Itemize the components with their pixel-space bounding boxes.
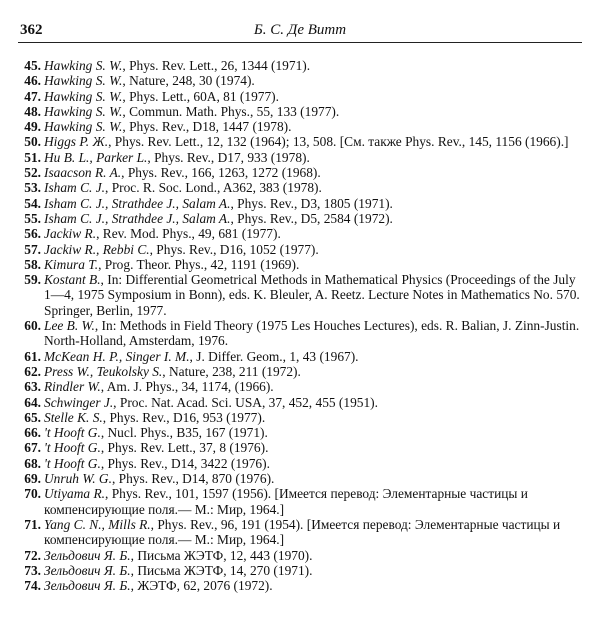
reference-text: , In: Differential Geometrical Methods in Mathematical Physics (Proceedings of the July 1—4, 1975 Symposium in Bonn), eds. K. Bleuler, A. Reetz. Lecture Notes in Mathematics No. 570. Springer, Berlin, 1977. xyxy=(44,272,580,318)
reference-item xyxy=(18,379,584,394)
reference-authors: Isham C. J., Strathdee J., Salam A. xyxy=(44,195,231,211)
reference-authors: Jackiw R., Rebbi C. xyxy=(44,241,150,257)
reference-number: 68. xyxy=(24,455,41,471)
reference-text: , Nucl. Phys., B35, 167 (1971). xyxy=(100,425,268,441)
reference-authors: Press W., Teukolsky S. xyxy=(44,363,163,379)
reference-authors: Kostant B. xyxy=(44,272,101,288)
reference-text: , Phys. Rev., D17, 933 (1978). xyxy=(147,149,310,165)
reference-authors: Isham C. J. xyxy=(44,180,105,196)
reference-number: 46. xyxy=(24,73,41,89)
reference-text: , Phys. Rev., 166, 1263, 1272 (1968). xyxy=(121,165,321,181)
reference-text: , Phys. Rev., D5, 2584 (1972). xyxy=(230,210,393,226)
reference-text: , Phys. Lett., 60A, 81 (1977). xyxy=(122,88,279,104)
reference-authors: Jackiw R. xyxy=(44,226,97,242)
reference-authors: 't Hooft G. xyxy=(44,425,101,441)
reference-item xyxy=(18,364,584,379)
reference-authors: Utiyama R. xyxy=(44,486,105,502)
reference-item xyxy=(18,410,584,425)
reference-item xyxy=(18,257,584,272)
reference-item xyxy=(18,165,584,180)
reference-item xyxy=(18,150,584,165)
reference-number: 64. xyxy=(24,394,41,410)
reference-number: 49. xyxy=(24,119,41,135)
reference-number: 61. xyxy=(24,348,41,364)
reference-item xyxy=(18,440,584,455)
reference-number: 50. xyxy=(24,134,41,150)
reference-text: , Am. J. Phys., 34, 1174, (1966). xyxy=(100,379,274,395)
reference-authors: Зельдович Я. Б. xyxy=(44,562,131,578)
reference-authors: Kimura T. xyxy=(44,256,99,272)
reference-number: 47. xyxy=(24,88,41,104)
reference-authors: Schwinger J. xyxy=(44,394,114,410)
reference-number: 69. xyxy=(24,471,41,487)
reference-text: , Commun. Math. Phys., 55, 133 (1977). xyxy=(122,103,340,119)
reference-text: , Phys. Rev. Lett., 37, 8 (1976). xyxy=(100,440,269,456)
reference-text: , J. Differ. Geom., 1, 43 (1967). xyxy=(189,348,359,364)
reference-number: 72. xyxy=(24,547,41,563)
reference-text: , Phys. Rev., 101, 1597 (1956). [Имеется перевод: Элементарные частицы и компенсирующие поля.— М.: Мир, 1964.] xyxy=(44,486,528,517)
reference-item xyxy=(18,486,584,517)
reference-item xyxy=(18,89,584,104)
reference-list xyxy=(18,58,584,593)
reference-item xyxy=(18,318,584,349)
reference-text: , In: Methods in Field Theory (1975 Les Houches Lectures), eds. R. Balian, J. Zinn-Justin. North-Holland, Amsterdam, 1976. xyxy=(44,318,580,349)
reference-item xyxy=(18,425,584,440)
reference-text: , Phys. Rev., D16, 953 (1977). xyxy=(102,409,266,425)
reference-item xyxy=(18,58,584,73)
reference-authors: Зельдович Я. Б. xyxy=(44,547,131,563)
reference-number: 54. xyxy=(24,195,41,211)
reference-text: , Phys. Rev., D16, 1052 (1977). xyxy=(149,241,319,257)
reference-authors: Hawking S. W. xyxy=(44,103,123,119)
reference-text: , ЖЭТФ, 62, 2076 (1972). xyxy=(130,578,273,594)
reference-number: 73. xyxy=(24,562,41,578)
reference-number: 57. xyxy=(24,241,41,257)
reference-item xyxy=(18,548,584,563)
reference-authors: Unruh W. G. xyxy=(44,471,112,487)
reference-number: 53. xyxy=(24,180,41,196)
reference-authors: Hawking S. W. xyxy=(44,58,123,73)
reference-text: , Phys. Rev., 96, 191 (1954). [Имеется перевод: Элементарные частицы и компенсирующие поля.— М.: Мир, 1964.] xyxy=(44,516,561,548)
reference-number: 48. xyxy=(24,103,41,119)
reference-authors: Isaacson R. A. xyxy=(44,165,122,181)
reference-item xyxy=(18,349,584,364)
reference-text: , Proc. Nat. Acad. Sci. USA, 37, 452, 455 (1951). xyxy=(113,394,378,410)
reference-number: 55. xyxy=(24,210,41,226)
reference-text: , Письма ЖЭТФ, 12, 443 (1970). xyxy=(130,547,313,563)
page-header xyxy=(18,22,582,43)
reference-authors: Yang C. N., Mills R. xyxy=(44,516,151,532)
reference-item xyxy=(18,471,584,486)
reference-item xyxy=(18,517,584,548)
reference-item xyxy=(18,211,584,226)
reference-number: 70. xyxy=(24,486,41,502)
reference-number: 45. xyxy=(24,58,41,73)
reference-authors: Hu B. L., Parker L. xyxy=(44,149,148,165)
reference-text: , Nature, 238, 211 (1972). xyxy=(162,363,301,379)
reference-item xyxy=(18,226,584,241)
reference-authors: Higgs P. Ж. xyxy=(44,134,109,150)
reference-item xyxy=(18,134,584,149)
reference-authors: Hawking S. W. xyxy=(44,88,123,104)
reference-item xyxy=(18,395,584,410)
reference-text: , Phys. Rev. Lett., 12, 132 (1964); 13, 508. [См. также Phys. Rev., 145, 1156 (1966).] xyxy=(108,134,569,150)
reference-authors: Rindler W. xyxy=(44,379,101,395)
reference-item xyxy=(18,119,584,134)
reference-item xyxy=(18,456,584,471)
reference-number: 62. xyxy=(24,363,41,379)
reference-item xyxy=(18,242,584,257)
reference-text: , Phys. Rev., D14, 3422 (1976). xyxy=(100,455,270,471)
reference-text: , Phys. Rev., D3, 1805 (1971). xyxy=(230,195,393,211)
reference-number: 52. xyxy=(24,165,41,181)
reference-item xyxy=(18,180,584,195)
reference-item xyxy=(18,196,584,211)
reference-authors: Зельдович Я. Б. xyxy=(44,578,131,594)
reference-text: , Prog. Theor. Phys., 42, 1191 (1969). xyxy=(98,256,300,272)
reference-authors: 't Hooft G. xyxy=(44,455,101,471)
reference-number: 59. xyxy=(24,272,41,288)
reference-text: , Phys. Rev. Lett., 26, 1344 (1971). xyxy=(122,58,311,73)
reference-authors: Isham C. J., Strathdee J., Salam A. xyxy=(44,210,231,226)
reference-authors: Lee B. W. xyxy=(44,318,95,334)
reference-authors: Hawking S. W. xyxy=(44,119,123,135)
reference-number: 56. xyxy=(24,226,41,242)
reference-authors: McKean H. P., Singer I. M. xyxy=(44,348,190,364)
reference-number: 67. xyxy=(24,440,41,456)
reference-text: , Письма ЖЭТФ, 14, 270 (1971). xyxy=(130,562,313,578)
reference-item xyxy=(18,563,584,578)
reference-text: , Phys. Rev., D18, 1447 (1978). xyxy=(122,119,292,135)
running-head: Б. С. Де Витт xyxy=(253,22,347,38)
reference-item xyxy=(18,73,584,88)
reference-number: 65. xyxy=(24,409,41,425)
reference-item xyxy=(18,272,584,318)
reference-item xyxy=(18,104,584,119)
page-number: 362 xyxy=(20,22,43,38)
reference-authors: Hawking S. W. xyxy=(44,73,123,89)
reference-authors: 't Hooft G. xyxy=(44,440,101,456)
reference-number: 74. xyxy=(24,578,41,594)
reference-item xyxy=(18,578,584,593)
reference-number: 63. xyxy=(24,379,41,395)
reference-text: , Phys. Rev., D14, 870 (1976). xyxy=(111,471,275,487)
reference-number: 71. xyxy=(24,516,41,532)
reference-text: , Nature, 248, 30 (1974). xyxy=(122,73,255,89)
reference-number: 51. xyxy=(24,149,41,165)
reference-text: , Rev. Mod. Phys., 49, 681 (1977). xyxy=(96,226,281,242)
reference-authors: Stelle K. S. xyxy=(44,409,103,425)
reference-text: , Proc. R. Soc. Lond., A362, 383 (1978). xyxy=(105,180,322,196)
reference-number: 60. xyxy=(24,318,41,334)
reference-number: 58. xyxy=(24,256,41,272)
reference-number: 66. xyxy=(24,425,41,441)
